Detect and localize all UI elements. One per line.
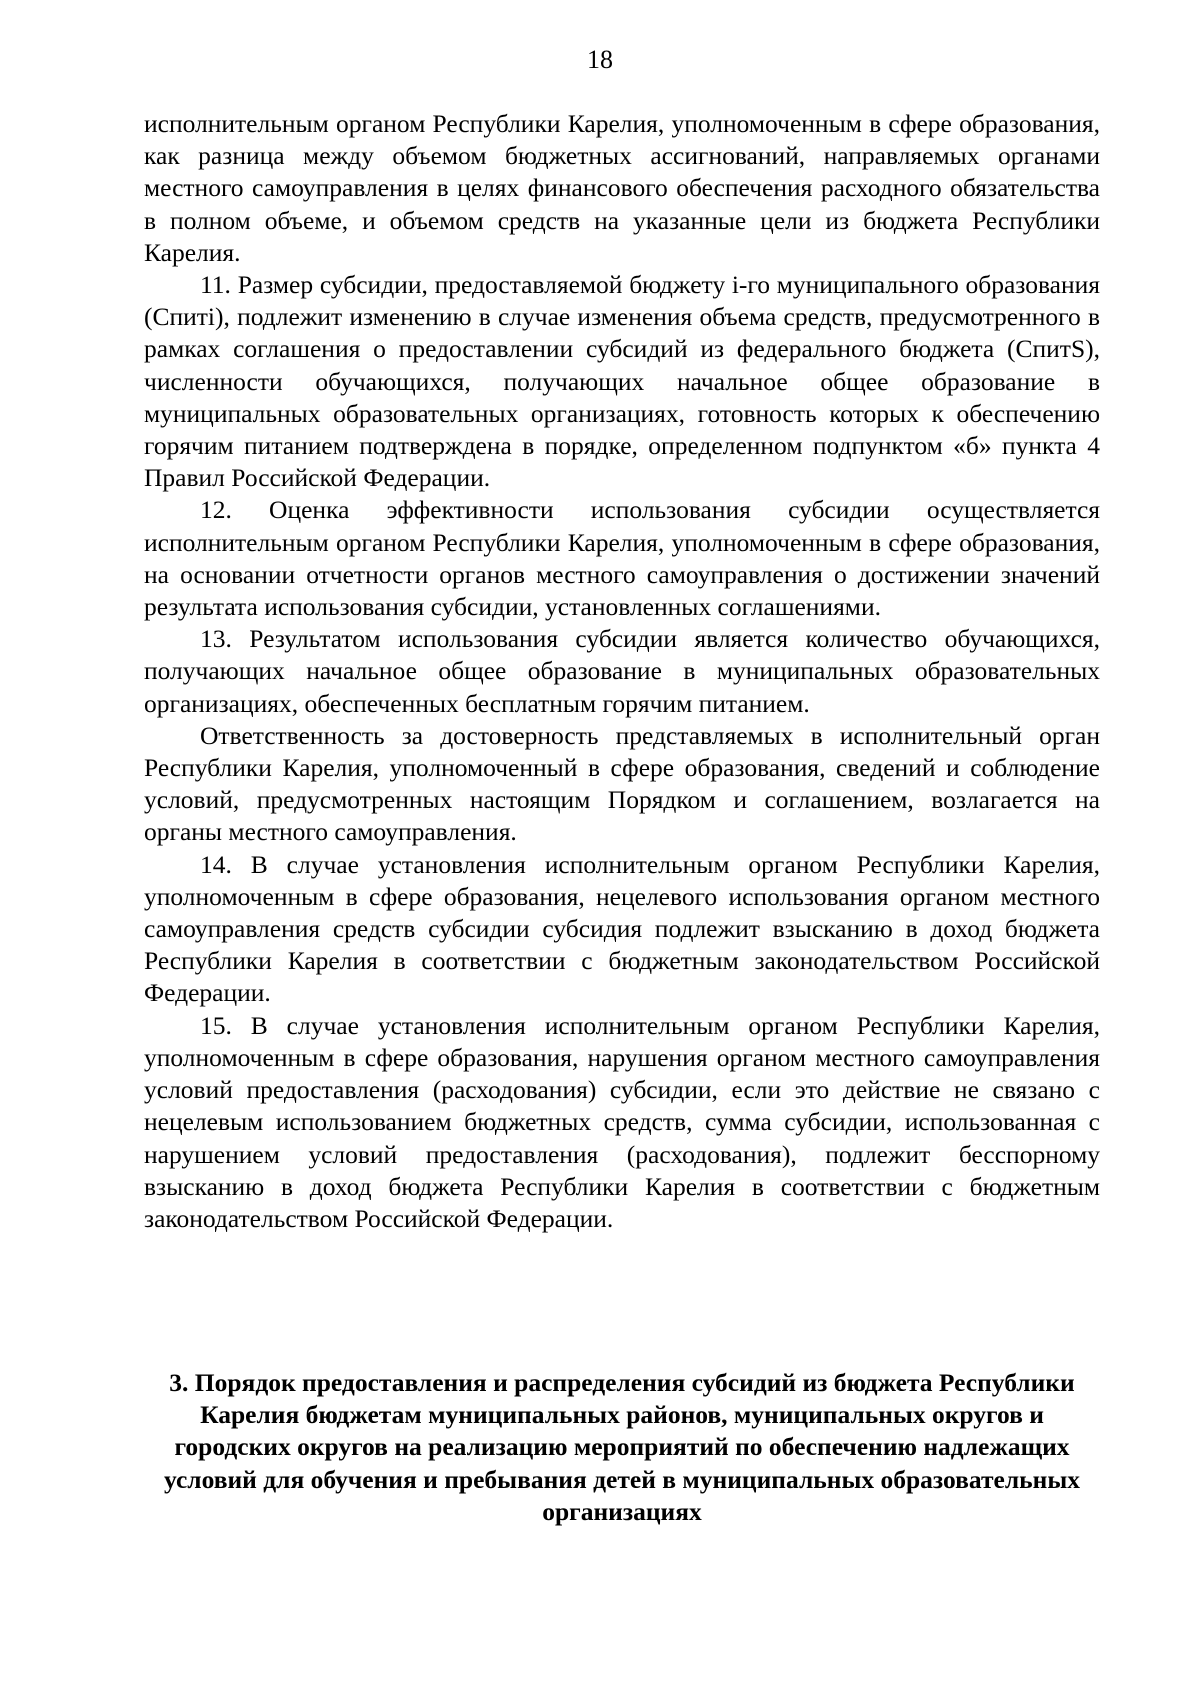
- paragraph-15: 15. В случае установления исполнительным органом Республики Карелия, уполномоченным в сфере образования, нарушения органом местного самоуправления условий предоставления (расходования) субсидии, если это действие не связано с нецелевым использованием бюджетных средств, сумма субсидии, использованная с нарушением условий предоставления (расходования), подлежит бесспорному взысканию в доход бюджета Республики Карелия в соответствии с бюджетным законодательством Российской Федерации.: [144, 1010, 1100, 1233]
- paragraph-14: 14. В случае установления исполнительным органом Республики Карелия, уполномоченным в сфере образования, нецелевого использования органом местного самоуправления средств субсидии субсидия подлежит взысканию в доход бюджета Республики Карелия в соответствии с бюджетным законодательством Российской Федерации.: [144, 849, 1100, 1008]
- paragraph-continuation: исполнительным органом Республики Карелия, уполномоченным в сфере образования, как разница между объемом бюджетных ассигнований, направляемых органами местного самоуправления в целях финансового обеспечения расходного обязательства в полном объеме, и объемом средств на указанные цели из бюджета Республики Карелия.: [144, 109, 1100, 267]
- section-heading: 3. Порядок предоставления и распределения субсидий из бюджета Республики Карелия бюджетам муниципальных районов, муниципальных округов и городских округов на реализацию мероприятий по обеспечению надлежащих условий для обучения и пребывания детей в муниципальных образовательных организациях: [164, 1368, 1080, 1526]
- paragraph-12: 12. Оценка эффективности использования субсидии осуществляется исполнительным органом Республики Карелия, уполномоченным в сфере образования, на основании отчетности органов местного самоуправления о достижении значений результата использования субсидии, установленных соглашениями.: [144, 495, 1100, 622]
- page-number: 18: [587, 45, 613, 74]
- document-body: [144, 108, 1100, 1235]
- paragraph-13: 13. Результатом использования субсидии является количество обучающихся, получающих начальное общее образование в муниципальных образовательных организациях, обеспеченных бесплатным горячим питанием.: [144, 624, 1100, 718]
- paragraph-responsibility: Ответственность за достоверность представляемых в исполнительный орган Республики Карелия, уполномоченный в сфере образования, сведений и соблюдение условий, предусмотренных настоящим Порядком и соглашением, возлагается на органы местного самоуправления.: [144, 720, 1100, 847]
- paragraph-11: 11. Размер субсидии, предоставляемой бюджету i-го муниципального образования (Cпиті), подлежит изменению в случае изменения объема средств, предусмотренного в рамках соглашения о предоставлении субсидий из федерального бюджета (CпитS), численности обучающихся, получающих начальное общее образование в муниципальных образовательных организациях, готовность которых к обеспечению горячим питанием подтверждена в порядке, определенном подпунктом «б» пункта 4 Правил Российской Федерации.: [144, 270, 1100, 493]
